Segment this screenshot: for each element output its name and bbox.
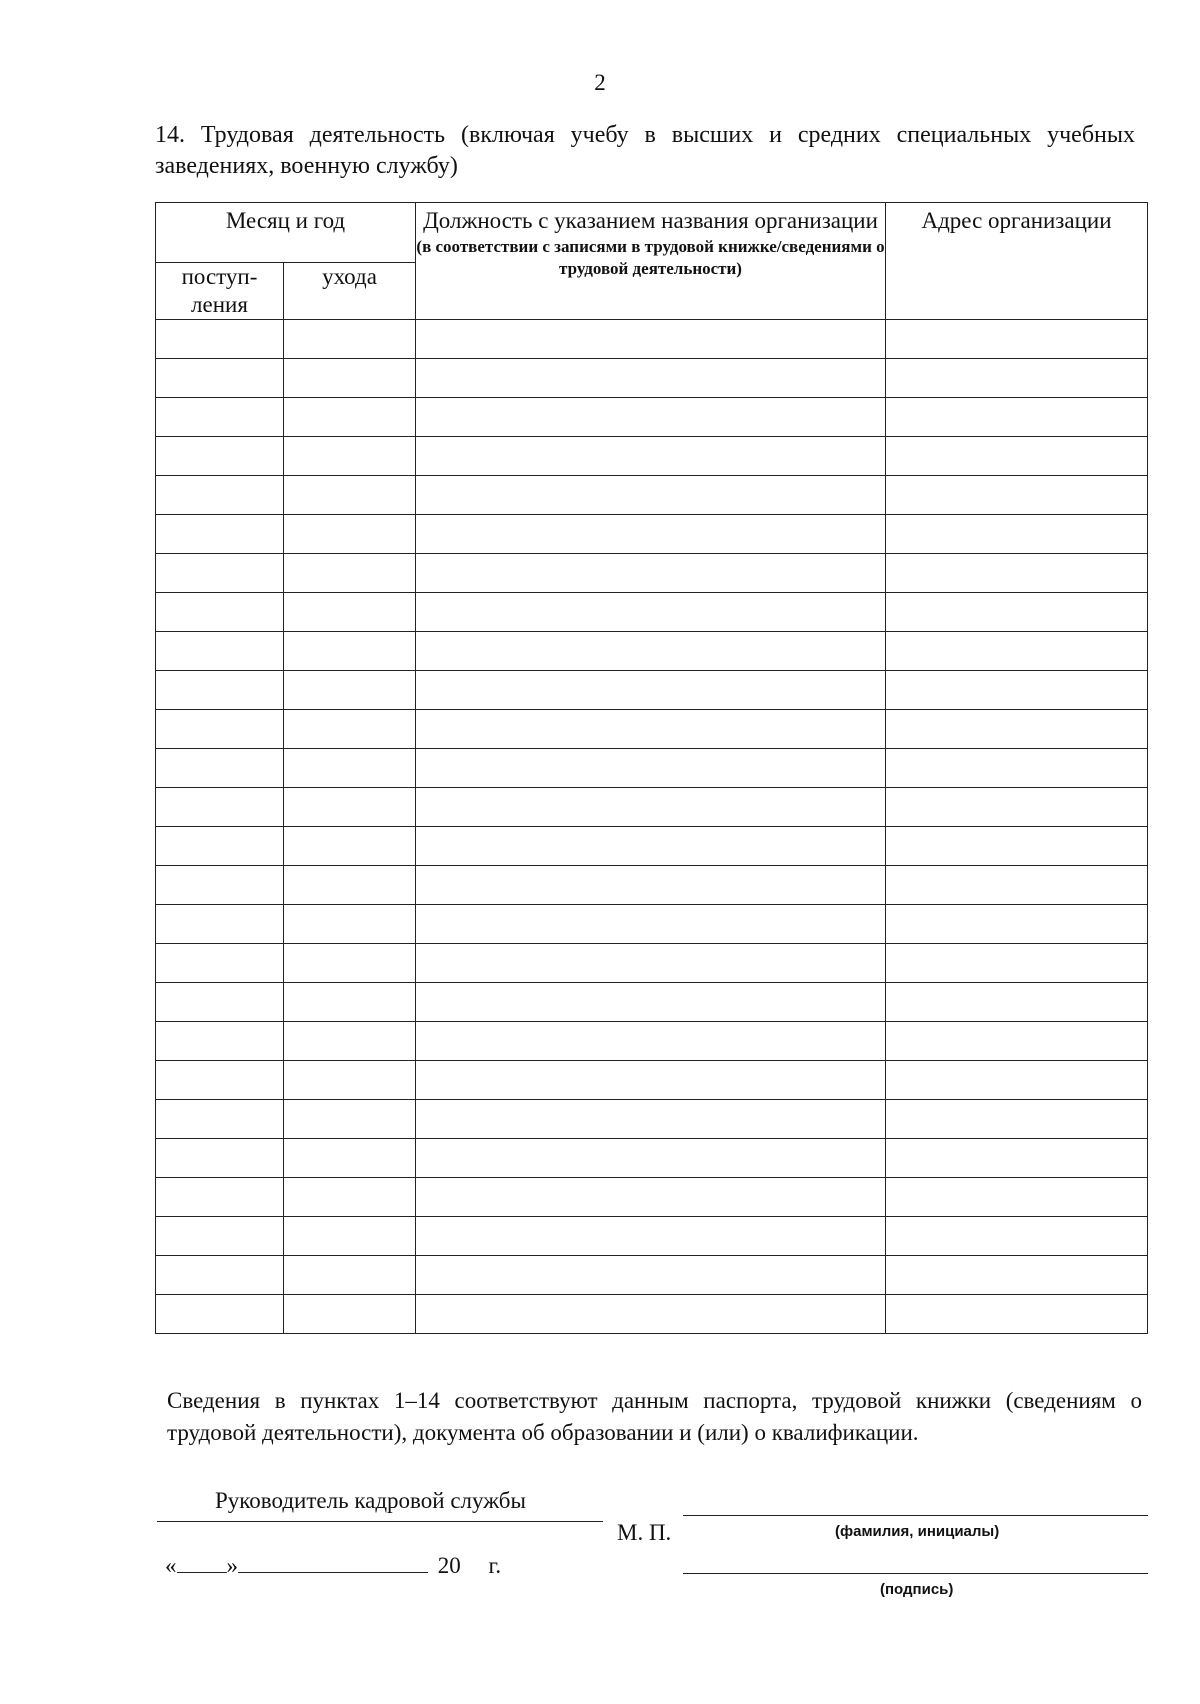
- cell-start[interactable]: [156, 1061, 284, 1100]
- cell-end[interactable]: [284, 359, 416, 398]
- cell-end[interactable]: [284, 437, 416, 476]
- table-row: [156, 1139, 1148, 1178]
- cell-start[interactable]: [156, 632, 284, 671]
- cell-address[interactable]: [886, 1178, 1148, 1217]
- cell-start[interactable]: [156, 437, 284, 476]
- cell-start[interactable]: [156, 1022, 284, 1061]
- table-row: [156, 749, 1148, 788]
- name-line: [683, 1515, 1148, 1516]
- stamp-label: М. П.: [617, 1520, 672, 1545]
- cell-start[interactable]: [156, 515, 284, 554]
- cell-start[interactable]: [156, 671, 284, 710]
- table-row: [156, 1178, 1148, 1217]
- cell-start[interactable]: [156, 710, 284, 749]
- cell-address[interactable]: [886, 1295, 1148, 1334]
- cell-position[interactable]: [416, 788, 886, 827]
- cell-position[interactable]: [416, 905, 886, 944]
- cell-address[interactable]: [886, 1256, 1148, 1295]
- cell-start[interactable]: [156, 1100, 284, 1139]
- cell-address[interactable]: [886, 827, 1148, 866]
- table-row: [156, 1256, 1148, 1295]
- cell-position[interactable]: [416, 593, 886, 632]
- cell-position[interactable]: [416, 749, 886, 788]
- table-row: [156, 944, 1148, 983]
- cell-address[interactable]: [886, 359, 1148, 398]
- table-row: [156, 1217, 1148, 1256]
- header-start: поступ-ления: [156, 263, 284, 320]
- cell-address[interactable]: [886, 671, 1148, 710]
- cell-address[interactable]: [886, 983, 1148, 1022]
- cell-position[interactable]: [416, 437, 886, 476]
- cell-start[interactable]: [156, 476, 284, 515]
- table-row: [156, 437, 1148, 476]
- cell-end[interactable]: [284, 866, 416, 905]
- cell-end[interactable]: [284, 1022, 416, 1061]
- cell-start[interactable]: [156, 1178, 284, 1217]
- cell-address[interactable]: [886, 320, 1148, 359]
- date-field: [165, 1550, 501, 1579]
- cell-end[interactable]: [284, 827, 416, 866]
- cell-address[interactable]: [886, 632, 1148, 671]
- cell-end[interactable]: [284, 398, 416, 437]
- cell-address[interactable]: [886, 515, 1148, 554]
- hr-head-line: [157, 1521, 603, 1522]
- header-month-year: Месяц и год: [156, 203, 416, 263]
- cell-start[interactable]: [156, 593, 284, 632]
- cell-position[interactable]: [416, 1178, 886, 1217]
- table-row: [156, 866, 1148, 905]
- cell-end[interactable]: [284, 1295, 416, 1334]
- cell-end[interactable]: [284, 554, 416, 593]
- header-position-note: (в соответствии с записями в трудовой книжке/сведениями о трудовой деятельности): [416, 237, 885, 278]
- cell-address[interactable]: [886, 944, 1148, 983]
- cell-end[interactable]: [284, 515, 416, 554]
- cell-end[interactable]: [284, 476, 416, 515]
- cell-start[interactable]: [156, 944, 284, 983]
- cell-position[interactable]: [416, 398, 886, 437]
- cell-position[interactable]: [416, 671, 886, 710]
- cell-start[interactable]: [156, 749, 284, 788]
- cell-position[interactable]: [416, 710, 886, 749]
- cell-position[interactable]: [416, 944, 886, 983]
- cell-position[interactable]: [416, 1061, 886, 1100]
- name-caption: (фамилия, инициалы): [835, 1523, 1000, 1540]
- header-address: Адрес организации: [886, 203, 1148, 320]
- cell-end[interactable]: [284, 1100, 416, 1139]
- cell-end[interactable]: [284, 944, 416, 983]
- page-number: 2: [594, 70, 606, 95]
- cell-address[interactable]: [886, 905, 1148, 944]
- header-position: [416, 203, 886, 320]
- table-row: [156, 554, 1148, 593]
- table-row: [156, 515, 1148, 554]
- cell-position[interactable]: [416, 983, 886, 1022]
- cell-position[interactable]: [416, 515, 886, 554]
- table-row: [156, 476, 1148, 515]
- date-year-suffix: г.: [488, 1553, 502, 1578]
- cell-end[interactable]: [284, 632, 416, 671]
- cell-position[interactable]: [416, 1295, 886, 1334]
- cell-position[interactable]: [416, 320, 886, 359]
- cell-start[interactable]: [156, 554, 284, 593]
- cell-address[interactable]: [886, 437, 1148, 476]
- cell-end[interactable]: [284, 671, 416, 710]
- cell-end[interactable]: [284, 593, 416, 632]
- cell-address[interactable]: [886, 788, 1148, 827]
- date-quote-open: «: [165, 1553, 177, 1578]
- cell-address[interactable]: [886, 710, 1148, 749]
- cell-position[interactable]: [416, 1100, 886, 1139]
- cell-start[interactable]: [156, 1217, 284, 1256]
- cell-position[interactable]: [416, 1139, 886, 1178]
- table-row: [156, 398, 1148, 437]
- cell-start[interactable]: [156, 359, 284, 398]
- cell-end[interactable]: [284, 1178, 416, 1217]
- date-quote-close: »: [226, 1553, 238, 1578]
- table-row: [156, 1295, 1148, 1334]
- signature-line: [683, 1573, 1148, 1574]
- cell-address[interactable]: [886, 554, 1148, 593]
- table-row: [156, 320, 1148, 359]
- header-position-main: Должность с указанием названия организации: [423, 208, 878, 233]
- cell-position[interactable]: [416, 1256, 886, 1295]
- cell-address[interactable]: [886, 398, 1148, 437]
- hr-head-label: Руководитель кадровой службы: [215, 1488, 526, 1513]
- cell-position[interactable]: [416, 827, 886, 866]
- signature-caption: (подпись): [880, 1581, 954, 1598]
- table-row: [156, 1061, 1148, 1100]
- cell-start[interactable]: [156, 398, 284, 437]
- table-row: [156, 1100, 1148, 1139]
- cell-position[interactable]: [416, 476, 886, 515]
- date-year-prefix: 20: [437, 1553, 461, 1578]
- cell-start[interactable]: [156, 1256, 284, 1295]
- header-end: ухода: [284, 263, 416, 320]
- table-row: [156, 593, 1148, 632]
- cell-address[interactable]: [886, 1022, 1148, 1061]
- work-history-table: [155, 202, 1148, 1334]
- table-row: [156, 983, 1148, 1022]
- section-title: 14. Трудовая деятельность (включая учебу в высших и средних специальных учебных заведениях, военную службу): [155, 122, 1135, 179]
- table-row: [156, 359, 1148, 398]
- table-row: [156, 632, 1148, 671]
- table-row: [156, 671, 1148, 710]
- table-row: [156, 905, 1148, 944]
- table-row: [156, 827, 1148, 866]
- cell-start[interactable]: [156, 320, 284, 359]
- cell-address[interactable]: [886, 1061, 1148, 1100]
- cell-start[interactable]: [156, 983, 284, 1022]
- certification-text: Сведения в пунктах 1–14 соответствуют данным паспорта, трудовой книжки (сведениям о трудовой деятельности), документа об образовании и (или) о квалификации.: [167, 1388, 1142, 1445]
- cell-address[interactable]: [886, 593, 1148, 632]
- cell-start[interactable]: [156, 1139, 284, 1178]
- cell-end[interactable]: [284, 710, 416, 749]
- cell-start[interactable]: [156, 1295, 284, 1334]
- cell-position[interactable]: [416, 554, 886, 593]
- cell-start[interactable]: [156, 905, 284, 944]
- cell-end[interactable]: [284, 1256, 416, 1295]
- cell-address[interactable]: [886, 1217, 1148, 1256]
- table-row: [156, 1022, 1148, 1061]
- cell-address[interactable]: [886, 866, 1148, 905]
- cell-end[interactable]: [284, 1139, 416, 1178]
- cell-end[interactable]: [284, 983, 416, 1022]
- cell-position[interactable]: [416, 632, 886, 671]
- cell-address[interactable]: [886, 1100, 1148, 1139]
- cell-position[interactable]: [416, 359, 886, 398]
- cell-end[interactable]: [284, 320, 416, 359]
- cell-address[interactable]: [886, 1139, 1148, 1178]
- cell-position[interactable]: [416, 1022, 886, 1061]
- table-row: [156, 788, 1148, 827]
- cell-end[interactable]: [284, 1217, 416, 1256]
- cell-address[interactable]: [886, 749, 1148, 788]
- cell-start[interactable]: [156, 827, 284, 866]
- cell-end[interactable]: [284, 788, 416, 827]
- cell-address[interactable]: [886, 476, 1148, 515]
- cell-end[interactable]: [284, 749, 416, 788]
- date-day-blank: [177, 1550, 227, 1573]
- cell-end[interactable]: [284, 1061, 416, 1100]
- cell-position[interactable]: [416, 866, 886, 905]
- cell-start[interactable]: [156, 788, 284, 827]
- table-body: [156, 320, 1148, 1334]
- cell-end[interactable]: [284, 905, 416, 944]
- table-row: [156, 710, 1148, 749]
- cell-position[interactable]: [416, 1217, 886, 1256]
- cell-start[interactable]: [156, 866, 284, 905]
- date-month-blank: [238, 1550, 428, 1573]
